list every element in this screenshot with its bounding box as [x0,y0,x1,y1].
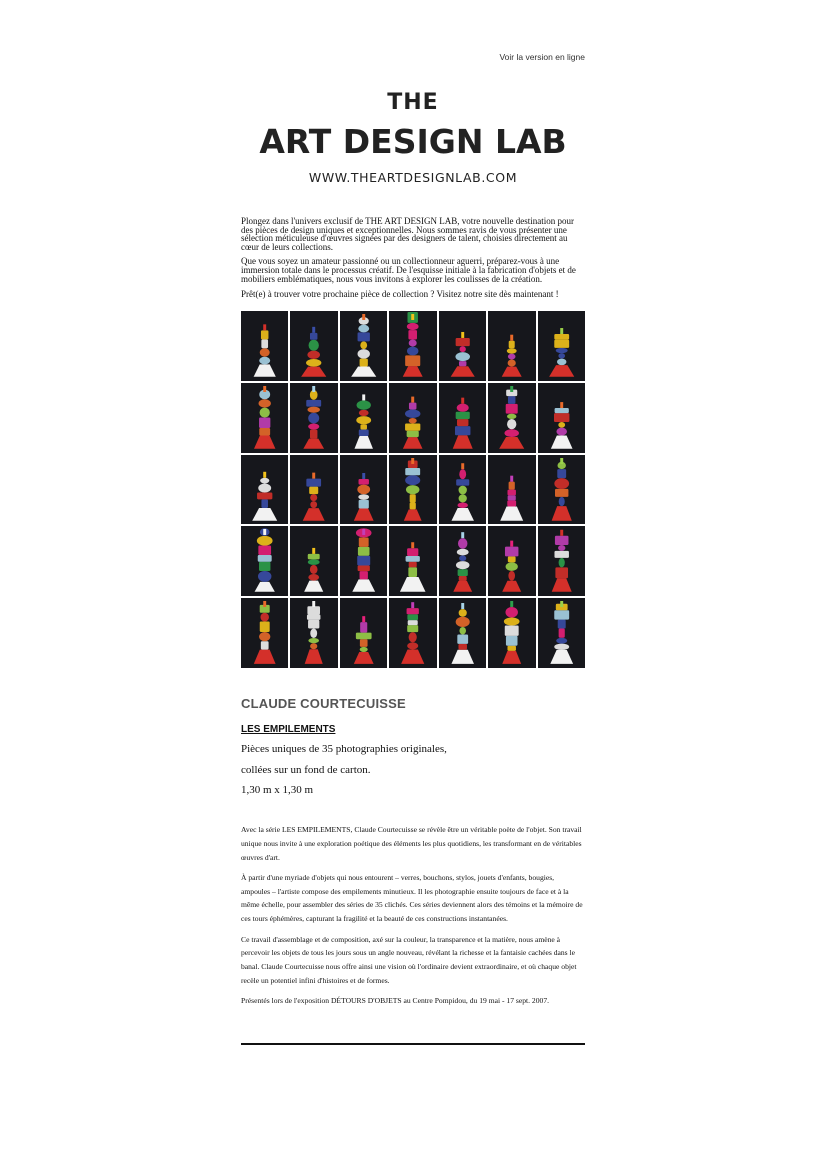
artwork-photo [488,383,535,453]
artwork-photo [488,598,535,668]
intro-paragraph: Plongez dans l'univers exclusif de THE ART DESIGN LAB, votre nouvelle destination pour des pièces de design uniques et exceptionnelles. Nous sommes ravis de vous présenter une sélection méticuleuse d'œuvres signées par des designers de talent, choisies directement au cœur de leurs collections. [241,216,574,252]
intro-call-to-action: Prêt(e) à trouver votre prochaine pièce de collection ? Visitez notre site dès maintenant ! [241,289,559,300]
artist-name: CLAUDE COURTECUISSE [241,696,406,711]
artwork-spec-line: collées sur un fond de carton. [241,764,371,776]
artwork-photo [241,455,288,525]
artwork-photo [389,311,436,381]
view-online-link[interactable]: Voir la version en ligne [499,52,585,62]
artwork-photo [340,455,387,525]
artwork-photo [290,598,337,668]
artwork-photo [290,526,337,596]
artwork-photo [439,598,486,668]
artwork-photo [340,598,387,668]
footer-divider [241,1043,585,1045]
description-paragraph: Avec la série LES EMPILEMENTS, Claude Courtecuisse se révèle être un véritable poète de l'objet. Son travail unique nous invite à une exploration poétique des éléments les plus quotidiens, les transformant en de véritables œuvres d'art. [241,825,582,862]
artwork-dimensions: 1,30 m x 1,30 m [241,784,314,796]
artwork-photo [389,598,436,668]
intro-paragraph: Que vous soyez un amateur passionné ou un collectionneur aguerri, préparez-vous à une immersion totale dans le processus créatif. De l'esquisse initiale à la fabrication d'objets et de mobiliers emblématiques, nous vous invitons à explorer les coulisses de la création. [241,256,576,284]
artwork-photo [439,526,486,596]
description-paragraph: Ce travail d'assemblage et de composition, axé sur la couleur, la transparence et la matière, nous amène à percevoir les objets de tous les jours sous un angle nouveau, révélant la richesse et la fantaisie cachées dans le banal. Claude Courtecuisse nous offre ainsi une vision où l'ordinaire devient extraordinaire, et où chaque objet recèle un potentiel infini d'histoires et de formes. [241,934,577,985]
description-paragraph: À partir d'une myriade d'objets qui nous entourent – verres, bouchons, stylos, jouets d'enfants, bougies, ampoules – l'artiste compose des empilements minutieux. Il les photographie ensuite toujours de face et à la même échelle, pour assembler des séries de 35 clichés. Ces séries deviennent alors des témoins et la mémoire de ces tours éphémères, capturant la fragilité et la beauté de ces constructions instantanées. [241,872,583,924]
brand-logo[interactable] [230,90,596,186]
artwork-photo [488,455,535,525]
artwork-photo [241,598,288,668]
artwork-photo [439,311,486,381]
artwork-description [241,823,585,1015]
artwork-photo [340,383,387,453]
artwork-photo [488,526,535,596]
artwork-photo [340,526,387,596]
artwork-photo [241,311,288,381]
artwork-photo [340,311,387,381]
series-title-link[interactable]: LES EMPILEMENTS [241,724,336,735]
artwork-photo [290,311,337,381]
artwork-photo [290,455,337,525]
logo-line-main: ART DESIGN LAB [259,122,567,161]
artwork-spec-line: Pièces uniques de 35 photographies originales, [241,743,447,755]
artwork-photo-grid[interactable] [241,311,585,668]
intro-text [241,217,585,305]
artwork-photo [538,526,585,596]
artwork-photo [241,383,288,453]
artwork-photo [389,455,436,525]
artwork-photo [538,311,585,381]
artwork-photo [488,311,535,381]
artwork-photo [290,383,337,453]
logo-website[interactable]: WWW.THEARTDESIGNLAB.COM [308,170,518,185]
artwork-photo [538,455,585,525]
artwork-photo [538,598,585,668]
artwork-photo [389,383,436,453]
description-paragraph: Présentés lors de l'exposition DÉTOURS D'OBJETS au Centre Pompidou, du 19 mai - 17 sept. 2007. [241,996,550,1006]
artwork-photo [241,526,288,596]
artwork-photo [538,383,585,453]
artwork-photo [439,455,486,525]
artwork-photo [389,526,436,596]
logo-line-the: THE [387,90,439,115]
artwork-photo [439,383,486,453]
